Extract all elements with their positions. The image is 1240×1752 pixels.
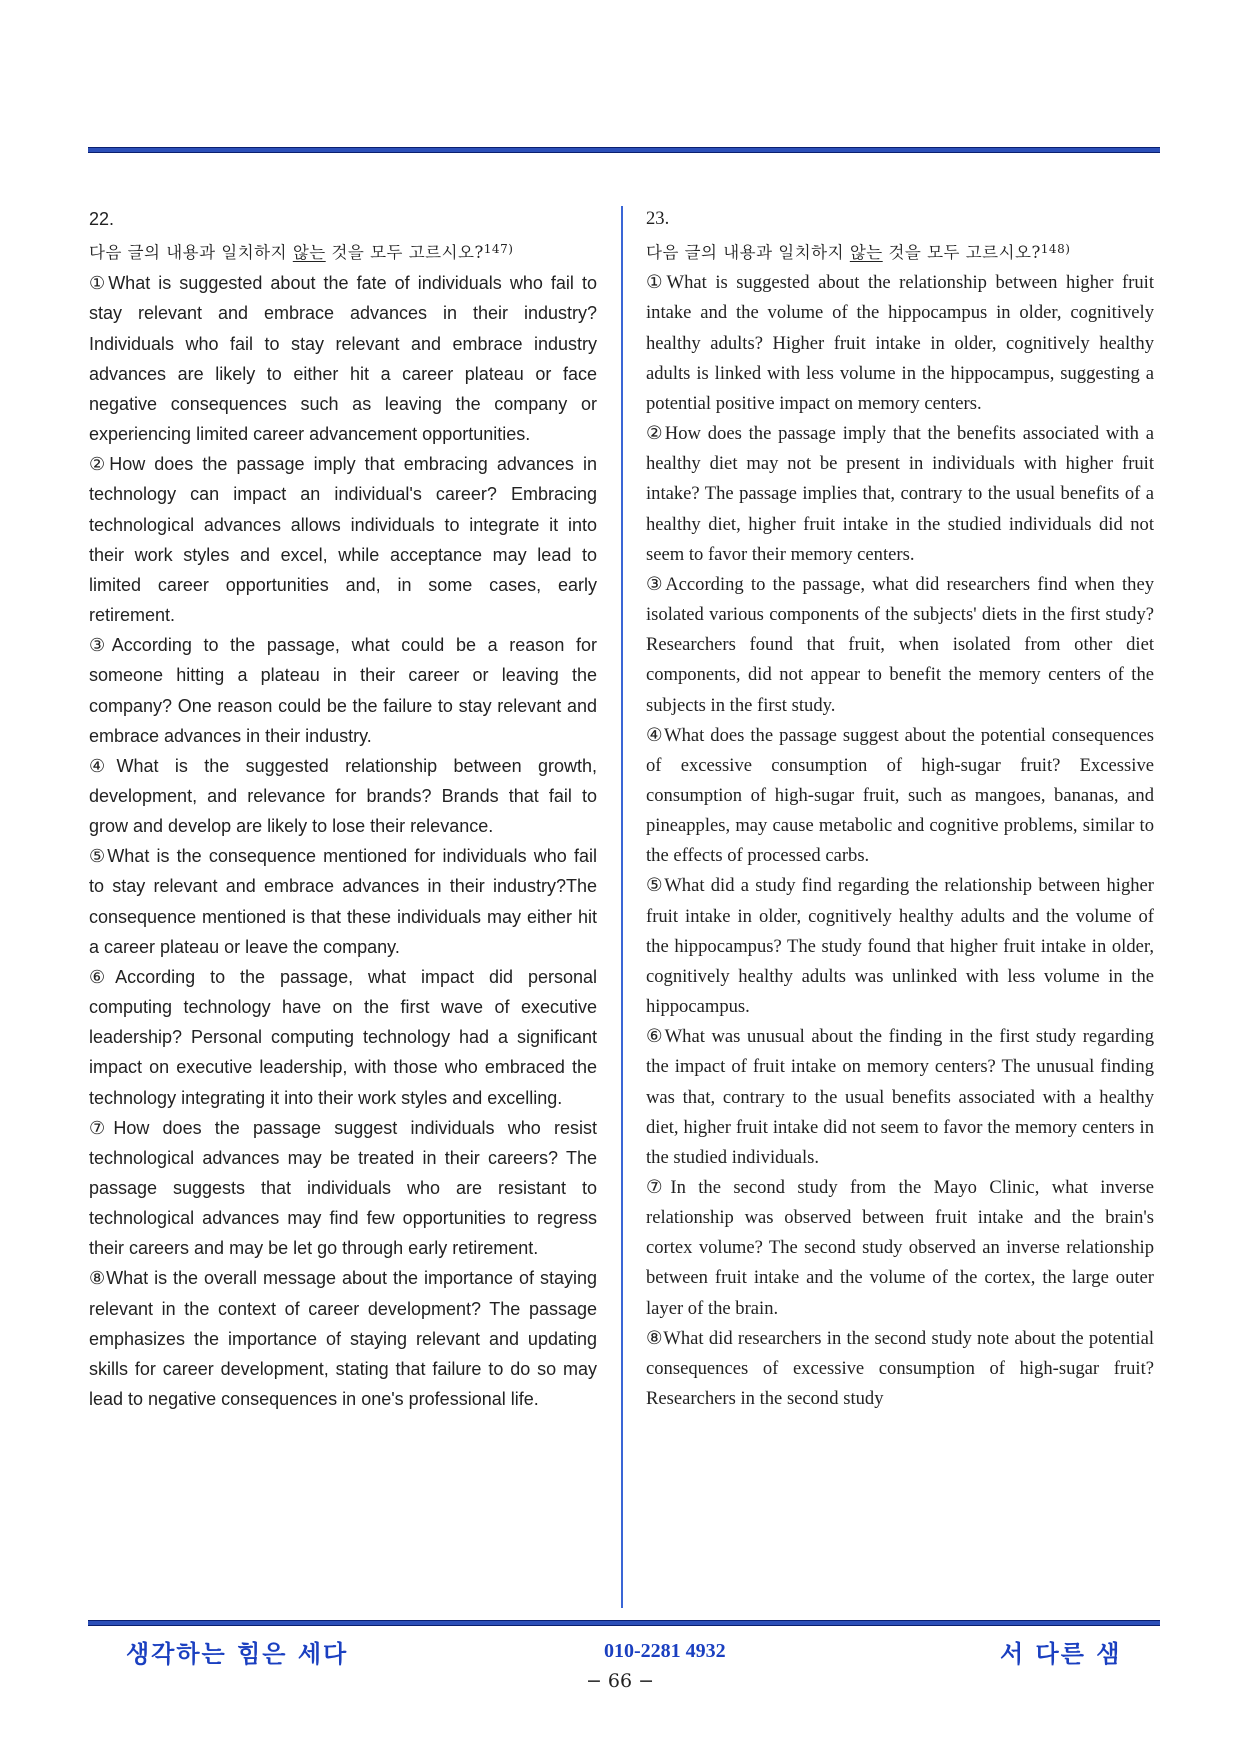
question-number: 22. [89, 209, 115, 229]
answer-choice: ④What does the passage suggest about the potential consequences of excessive consumption of high-sugar fruit? Excessive consumption of high-sugar fruit, such as mangoes, bananas, and pineapples, may cause metabolic and cognitive problems, similar to the effects of processed carbs. [646, 724, 1154, 867]
question-number: 23. [646, 208, 670, 229]
answer-choice: ⑥According to the passage, what impact did personal computing technology have on the first wave of executive leadership? Personal computing technology had a significant impact on executive leadership, with those who embraced the technology integrating it into their work styles and excelling. [89, 966, 597, 1108]
footer-rule [88, 1620, 1160, 1626]
footer-author: 서 다른 샘 [1000, 1640, 1122, 1668]
footnote-ref: 148) [1040, 242, 1071, 257]
footer-slogan: 생각하는 힘은 세다 [126, 1640, 349, 1668]
answer-choice: ②How does the passage imply that the benefits associated with a healthy diet may not be present in individuals with higher fruit intake? The passage implies that, contrary to the usual benefits of a healthy diet, higher fruit intake in the studied individuals did not seem to favor their memory centers. [646, 423, 1154, 565]
answer-choice: ⑦In the second study from the Mayo Clinic, what inverse relationship was observed between fruit intake and the brain's cortex volume? The second study observed an inverse relationship between fruit intake and the volume of the cortex, the large outer layer of the brain. [646, 1177, 1154, 1319]
question-instruction: 다음 글의 내용과 일치하지 않는 것을 모두 고르시오?$^{147)}$ [89, 242, 514, 263]
answer-choice: ⑤What is the consequence mentioned for individuals who fail to stay relevant and embrace advances in their industry?The consequence mentioned is that these individuals may either hit a career plateau or leave the company. [89, 846, 597, 957]
answer-choice: ⑦How does the passage suggest individuals who resist technological advances may be treated in their careers? The passage suggests that individuals who are resistant to technological advances may find few opportunities to regress their careers and may be let go through early retirement. [89, 1117, 597, 1259]
answer-choice: ②How does the passage imply that embracing advances in technology can impact an individual's career? Embracing technological advances allows individuals to integrate it into their work styles and excel, while acceptance may lead to limited career opportunities and, in some cases, early retirement. [89, 454, 597, 626]
answer-choice: ①What is suggested about the fate of individuals who fail to stay relevant and embrace advances in their industry? Individuals who fail to stay relevant and embrace industry advances are likely to either hit a career plateau or face negative consequences such as leaving the company or experiencing limited career advancement opportunities. [89, 273, 597, 445]
answer-choice: ④What is the suggested relationship between growth, development, and relevance for brands? Brands that fail to grow and develop are likely to lose their relevance. [89, 755, 597, 837]
answer-choice: ⑧What is the overall message about the importance of staying relevant in the context of career development? The passage emphasizes the importance of staying relevant and updating skills for career development, stating that failure to do so may lead to negative consequences in one's professional life. [89, 1268, 597, 1410]
footer-phone: 010-2281 4932 [604, 1640, 726, 1662]
question-instruction: 다음 글의 내용과 일치하지 않는 것을 모두 고르시오?$^{148)}$ [646, 242, 1071, 263]
page-number: − 66 − [585, 1670, 655, 1692]
answer-choice: ⑤What did a study find regarding the relationship between higher fruit intake in older, cognitively healthy adults and the volume of the hippocampus? The study found that higher fruit intake in older, cognitively healthy adults was unlinked with less volume in the hippocampus. [646, 875, 1154, 1018]
answer-choice: ③According to the passage, what did researchers find when they isolated various components of the subjects' diets in the first study? Researchers found that fruit, when isolated from other diet components, did not appear to benefit the memory centers of the subjects in the first study. [646, 573, 1154, 716]
answer-choice: ⑧What did researchers in the second study note about the potential consequences of excessive consumption of high-sugar fruit? Researchers in the second study [646, 1327, 1154, 1410]
question-23 [646, 204, 1154, 1414]
question-22 [89, 204, 597, 1414]
column-divider [621, 206, 623, 1608]
footnote-ref: 147) [483, 242, 514, 257]
answer-choice: ③According to the passage, what could be a reason for someone hitting a plateau in their career or leaving the company? One reason could be the failure to stay relevant and embrace advances in their industry. [89, 635, 597, 746]
header-rule [88, 147, 1160, 153]
answer-choice: ①What is suggested about the relationship between higher fruit intake and the volume of the hippocampus in older, cognitively healthy adults? Higher fruit intake in older, cognitively healthy adults is linked with less volume in the hippocampus, suggesting a potential positive impact on memory centers. [646, 272, 1154, 414]
answer-choice: ⑥What was unusual about the finding in the first study regarding the impact of fruit intake on memory centers? The unusual finding was that, contrary to the usual benefits associated with a healthy diet, higher fruit intake did not seem to favor the memory centers in the studied individuals. [646, 1026, 1154, 1168]
